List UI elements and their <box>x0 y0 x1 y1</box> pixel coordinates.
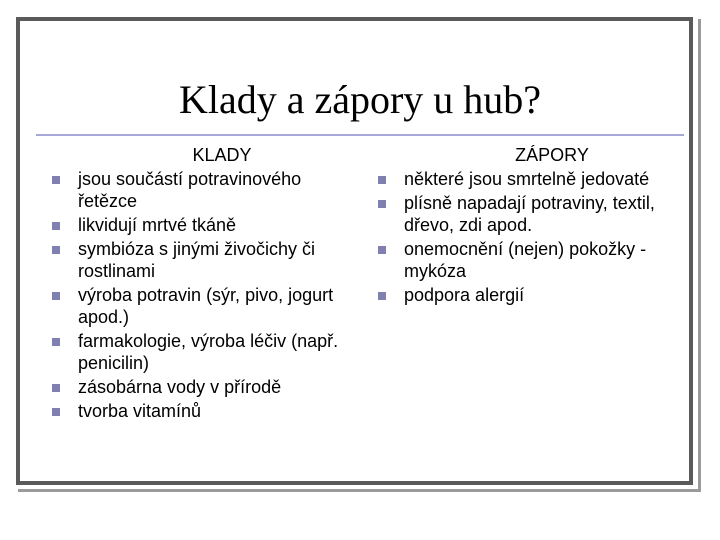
list-item-text: farmakologie, výroba léčiv (např. penicilin) <box>78 331 339 373</box>
list-item <box>52 214 352 236</box>
list-item <box>52 284 352 328</box>
square-bullet-icon <box>378 292 386 300</box>
title-divider <box>36 134 684 136</box>
klady-heading: KLADY <box>192 145 252 165</box>
square-bullet-icon <box>52 384 60 392</box>
list-item-text: jsou součástí potravinového řetězce <box>78 169 302 211</box>
square-bullet-icon <box>52 338 60 346</box>
list-item-text: tvorba vitamínů <box>78 401 202 421</box>
list-item <box>378 168 684 190</box>
square-bullet-icon <box>378 176 386 184</box>
list-item-text: symbióza s jinými živočichy či rostlinami <box>78 239 316 281</box>
list-item <box>378 192 684 236</box>
list-item <box>52 400 352 422</box>
square-bullet-icon <box>378 246 386 254</box>
list-item <box>378 238 684 282</box>
zapory-column <box>378 144 684 308</box>
list-item <box>378 284 684 306</box>
list-item <box>52 330 352 374</box>
list-item-text: výroba potravin (sýr, pivo, jogurt apod.) <box>78 285 334 327</box>
list-item-text: některé jsou smrtelně jedovaté <box>404 169 650 189</box>
list-item-text: likvidují mrtvé tkáně <box>78 215 237 235</box>
slide-title: Klady a zápory u hub? <box>178 77 542 122</box>
klady-column <box>52 144 352 424</box>
square-bullet-icon <box>52 246 60 254</box>
square-bullet-icon <box>52 292 60 300</box>
square-bullet-icon <box>378 200 386 208</box>
list-item-text: plísně napadají potraviny, textil, dřevo, zdi apod. <box>404 193 655 235</box>
list-item <box>52 376 352 398</box>
zapory-list <box>378 168 684 306</box>
list-item-text: podpora alergií <box>404 285 525 305</box>
square-bullet-icon <box>52 176 60 184</box>
square-bullet-icon <box>52 222 60 230</box>
list-item-text: onemocnění (nejen) pokožky - mykóza <box>404 239 647 281</box>
zapory-heading: ZÁPORY <box>515 145 589 165</box>
list-item <box>52 168 352 212</box>
klady-list <box>52 168 352 422</box>
square-bullet-icon <box>52 408 60 416</box>
list-item <box>52 238 352 282</box>
list-item-text: zásobárna vody v přírodě <box>78 377 282 397</box>
